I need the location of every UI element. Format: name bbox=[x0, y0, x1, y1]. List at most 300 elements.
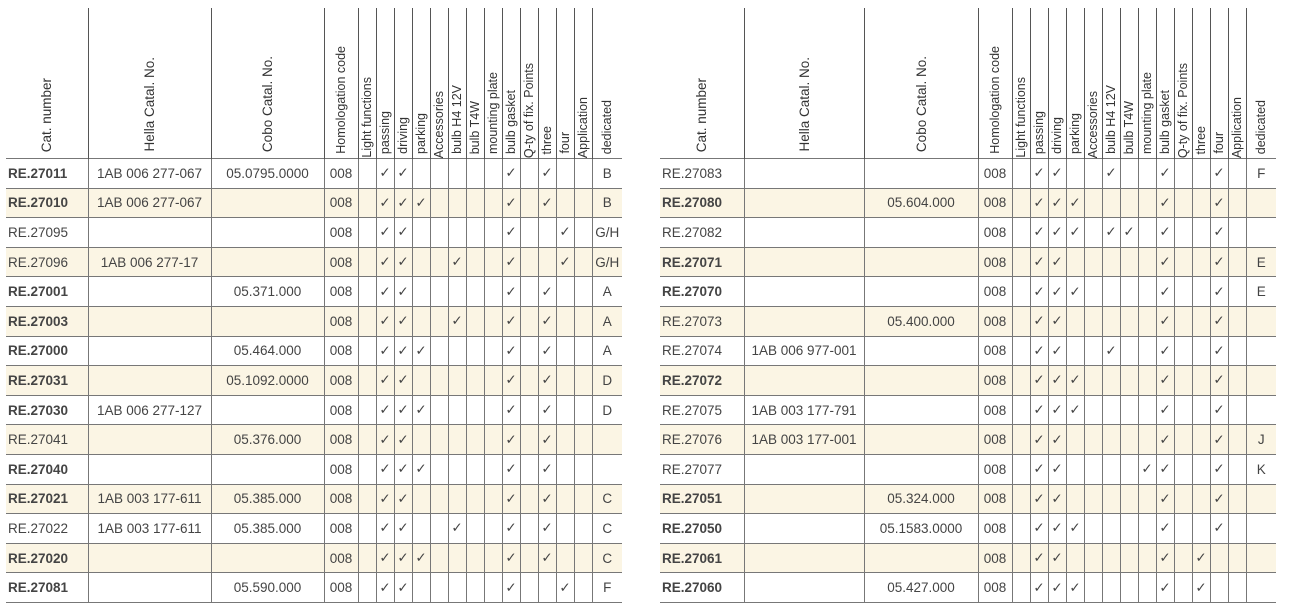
check-mark-icon: ✓ bbox=[1159, 461, 1171, 478]
check-mark-icon: ✓ bbox=[541, 342, 553, 359]
light-functions-cell bbox=[1012, 277, 1030, 307]
cobo-cell: 05.590.000 bbox=[211, 573, 324, 603]
check-mark-icon: ✓ bbox=[1033, 283, 1045, 300]
bulb-h4-check bbox=[1102, 514, 1120, 544]
parking-check bbox=[412, 395, 430, 425]
bulb-h4-check bbox=[1102, 366, 1120, 396]
bulb-t4w-check bbox=[1120, 336, 1138, 366]
cat-number-cell: RE.27040 bbox=[6, 454, 88, 484]
check-mark-icon: ✓ bbox=[1033, 579, 1045, 596]
check-mark-icon: ✓ bbox=[1033, 224, 1045, 241]
application-cell bbox=[574, 484, 592, 514]
col-header-driving: driving bbox=[394, 8, 412, 159]
passing-check bbox=[1030, 454, 1048, 484]
check-mark-icon: ✓ bbox=[397, 254, 409, 271]
check-mark-icon: ✓ bbox=[1213, 342, 1225, 359]
table-row bbox=[6, 306, 622, 336]
light-functions-cell bbox=[1012, 395, 1030, 425]
light-functions-cell bbox=[358, 247, 376, 277]
cat-number-cell: RE.27083 bbox=[660, 159, 744, 189]
hella-cell bbox=[744, 573, 864, 603]
passing-check bbox=[376, 277, 394, 307]
col-header-three: three bbox=[1192, 8, 1210, 159]
check-mark-icon: ✓ bbox=[541, 431, 553, 448]
check-mark-icon: ✓ bbox=[451, 254, 463, 271]
parking-check bbox=[412, 543, 430, 573]
driving-check bbox=[1048, 277, 1066, 307]
cat-number-cell: RE.27081 bbox=[6, 573, 88, 603]
application-cell bbox=[1228, 514, 1246, 544]
cat-number-cell: RE.27022 bbox=[6, 514, 88, 544]
mounting-plate-check bbox=[484, 366, 502, 396]
cat-number-cell: RE.27000 bbox=[6, 336, 88, 366]
table-row bbox=[6, 188, 622, 218]
qty-fix-points-cell bbox=[1174, 366, 1192, 396]
homologation-cell: 008 bbox=[324, 514, 358, 544]
three-check bbox=[1192, 277, 1210, 307]
three-check bbox=[538, 514, 556, 544]
application-cell bbox=[1228, 484, 1246, 514]
bulb-gasket-check bbox=[1156, 159, 1174, 189]
bulb-h4-check bbox=[1102, 425, 1120, 455]
dedicated-cell: J bbox=[1246, 425, 1276, 455]
qty-fix-points-cell bbox=[520, 395, 538, 425]
check-mark-icon: ✓ bbox=[397, 520, 409, 537]
cobo-cell bbox=[864, 277, 978, 307]
light-functions-cell bbox=[358, 306, 376, 336]
check-mark-icon: ✓ bbox=[1213, 431, 1225, 448]
check-mark-icon: ✓ bbox=[1051, 461, 1063, 478]
bulb-t4w-check bbox=[466, 306, 484, 336]
light-functions-cell bbox=[358, 454, 376, 484]
parking-check bbox=[1066, 454, 1084, 484]
mounting-plate-check bbox=[484, 277, 502, 307]
accessories-cell bbox=[1084, 188, 1102, 218]
bulb-h4-check bbox=[1102, 454, 1120, 484]
check-mark-icon: ✓ bbox=[541, 313, 553, 330]
accessories-cell bbox=[1084, 306, 1102, 336]
cat-number-cell: RE.27075 bbox=[660, 395, 744, 425]
parking-check bbox=[1066, 336, 1084, 366]
driving-check bbox=[1048, 247, 1066, 277]
hella-cell bbox=[88, 425, 211, 455]
col-header-cobo: Cobo Catal. No. bbox=[211, 8, 324, 159]
bulb-h4-check bbox=[1102, 247, 1120, 277]
dedicated-cell bbox=[1246, 188, 1276, 218]
cat-number-cell: RE.27003 bbox=[6, 306, 88, 336]
accessories-cell bbox=[1084, 366, 1102, 396]
bulb-h4-check bbox=[1102, 395, 1120, 425]
check-mark-icon: ✓ bbox=[505, 490, 517, 507]
check-mark-icon: ✓ bbox=[397, 194, 409, 211]
qty-fix-points-cell bbox=[1174, 573, 1192, 603]
light-functions-cell bbox=[1012, 425, 1030, 455]
passing-check bbox=[1030, 247, 1048, 277]
hella-cell bbox=[88, 277, 211, 307]
accessories-cell bbox=[430, 366, 448, 396]
accessories-cell bbox=[430, 218, 448, 248]
bulb-h4-check bbox=[448, 514, 466, 544]
four-check bbox=[1210, 188, 1228, 218]
check-mark-icon: ✓ bbox=[1159, 490, 1171, 507]
four-check bbox=[556, 218, 574, 248]
check-mark-icon: ✓ bbox=[379, 224, 391, 241]
driving-check bbox=[1048, 336, 1066, 366]
hella-cell bbox=[744, 159, 864, 189]
cat-number-cell: RE.27070 bbox=[660, 277, 744, 307]
check-mark-icon: ✓ bbox=[505, 461, 517, 478]
bulb-gasket-check bbox=[1156, 306, 1174, 336]
check-mark-icon: ✓ bbox=[379, 490, 391, 507]
accessories-cell bbox=[430, 336, 448, 366]
check-mark-icon: ✓ bbox=[505, 372, 517, 389]
bulb-h4-check bbox=[448, 454, 466, 484]
bulb-gasket-check bbox=[1156, 543, 1174, 573]
check-mark-icon: ✓ bbox=[1159, 313, 1171, 330]
bulb-h4-check bbox=[448, 395, 466, 425]
mounting-plate-check bbox=[484, 188, 502, 218]
check-mark-icon: ✓ bbox=[1033, 372, 1045, 389]
catalog-table-right bbox=[660, 8, 1276, 603]
bulb-t4w-check bbox=[466, 218, 484, 248]
mounting-plate-check bbox=[1138, 218, 1156, 248]
bulb-h4-check bbox=[448, 247, 466, 277]
check-mark-icon: ✓ bbox=[1033, 165, 1045, 182]
header-row bbox=[660, 8, 1276, 159]
application-cell bbox=[574, 573, 592, 603]
passing-check bbox=[1030, 514, 1048, 544]
check-mark-icon: ✓ bbox=[1069, 283, 1081, 300]
mounting-plate-check bbox=[484, 573, 502, 603]
four-check bbox=[556, 277, 574, 307]
check-mark-icon: ✓ bbox=[1033, 194, 1045, 211]
table-row bbox=[660, 277, 1276, 307]
hella-cell bbox=[88, 218, 211, 248]
application-cell bbox=[574, 159, 592, 189]
table-row bbox=[660, 247, 1276, 277]
cat-number-cell: RE.27020 bbox=[6, 543, 88, 573]
driving-check bbox=[394, 159, 412, 189]
dedicated-cell bbox=[1246, 543, 1276, 573]
check-mark-icon: ✓ bbox=[1033, 550, 1045, 567]
driving-check bbox=[394, 543, 412, 573]
hella-cell bbox=[88, 543, 211, 573]
header-row bbox=[6, 8, 622, 159]
check-mark-icon: ✓ bbox=[559, 224, 571, 241]
bulb-t4w-check bbox=[1120, 425, 1138, 455]
check-mark-icon: ✓ bbox=[1159, 283, 1171, 300]
homologation-cell: 008 bbox=[324, 454, 358, 484]
passing-check bbox=[376, 336, 394, 366]
hella-cell bbox=[88, 306, 211, 336]
driving-check bbox=[394, 484, 412, 514]
parking-check bbox=[412, 159, 430, 189]
application-cell bbox=[574, 247, 592, 277]
homologation-cell: 008 bbox=[324, 573, 358, 603]
cat-number-cell: RE.27095 bbox=[6, 218, 88, 248]
bulb-gasket-check bbox=[502, 366, 520, 396]
table-row bbox=[6, 159, 622, 189]
bulb-h4-check bbox=[448, 218, 466, 248]
homologation-cell: 008 bbox=[978, 543, 1012, 573]
check-mark-icon: ✓ bbox=[1159, 342, 1171, 359]
light-functions-cell bbox=[1012, 366, 1030, 396]
application-cell bbox=[574, 218, 592, 248]
check-mark-icon: ✓ bbox=[415, 402, 427, 419]
col-header-bulb-h4: bulb H4 12V bbox=[448, 8, 466, 159]
cobo-cell bbox=[211, 543, 324, 573]
mounting-plate-check bbox=[484, 543, 502, 573]
bulb-h4-check bbox=[1102, 573, 1120, 603]
cobo-cell bbox=[211, 247, 324, 277]
check-mark-icon: ✓ bbox=[1069, 402, 1081, 419]
check-mark-icon: ✓ bbox=[415, 550, 427, 567]
check-mark-icon: ✓ bbox=[1213, 254, 1225, 271]
three-check bbox=[538, 543, 556, 573]
bulb-h4-check bbox=[1102, 218, 1120, 248]
check-mark-icon: ✓ bbox=[541, 490, 553, 507]
passing-check bbox=[1030, 573, 1048, 603]
check-mark-icon: ✓ bbox=[379, 550, 391, 567]
bulb-gasket-check bbox=[1156, 336, 1174, 366]
accessories-cell bbox=[1084, 543, 1102, 573]
bulb-t4w-check bbox=[466, 159, 484, 189]
table-row bbox=[6, 218, 622, 248]
qty-fix-points-cell bbox=[520, 573, 538, 603]
mounting-plate-check bbox=[1138, 454, 1156, 484]
application-cell bbox=[574, 454, 592, 484]
table-row bbox=[6, 454, 622, 484]
three-check bbox=[1192, 484, 1210, 514]
three-check bbox=[538, 247, 556, 277]
bulb-t4w-check bbox=[466, 277, 484, 307]
three-check bbox=[1192, 425, 1210, 455]
cobo-cell: 05.427.000 bbox=[864, 573, 978, 603]
qty-fix-points-cell bbox=[1174, 277, 1192, 307]
four-check bbox=[556, 247, 574, 277]
passing-check bbox=[1030, 395, 1048, 425]
parking-check bbox=[1066, 514, 1084, 544]
driving-check bbox=[1048, 514, 1066, 544]
light-functions-cell bbox=[358, 543, 376, 573]
cobo-cell bbox=[211, 218, 324, 248]
col-header-three: three bbox=[538, 8, 556, 159]
check-mark-icon: ✓ bbox=[1051, 372, 1063, 389]
application-cell bbox=[574, 336, 592, 366]
check-mark-icon: ✓ bbox=[1051, 342, 1063, 359]
check-mark-icon: ✓ bbox=[1213, 224, 1225, 241]
check-mark-icon: ✓ bbox=[397, 342, 409, 359]
three-check bbox=[1192, 543, 1210, 573]
hella-cell bbox=[88, 366, 211, 396]
cat-number-cell: RE.27041 bbox=[6, 425, 88, 455]
light-functions-cell bbox=[358, 188, 376, 218]
three-check bbox=[1192, 336, 1210, 366]
light-functions-cell bbox=[1012, 218, 1030, 248]
check-mark-icon: ✓ bbox=[1159, 550, 1171, 567]
check-mark-icon: ✓ bbox=[379, 283, 391, 300]
qty-fix-points-cell bbox=[1174, 247, 1192, 277]
three-check bbox=[1192, 573, 1210, 603]
homologation-cell: 008 bbox=[978, 366, 1012, 396]
check-mark-icon: ✓ bbox=[379, 431, 391, 448]
bulb-h4-check bbox=[448, 573, 466, 603]
bulb-h4-check bbox=[1102, 159, 1120, 189]
qty-fix-points-cell bbox=[1174, 159, 1192, 189]
check-mark-icon: ✓ bbox=[379, 254, 391, 271]
application-cell bbox=[1228, 218, 1246, 248]
three-check bbox=[1192, 247, 1210, 277]
passing-check bbox=[1030, 425, 1048, 455]
col-header-dedicated: dedicated bbox=[1246, 8, 1276, 159]
cat-number-cell: RE.27073 bbox=[660, 306, 744, 336]
bulb-gasket-check bbox=[502, 336, 520, 366]
parking-check bbox=[412, 247, 430, 277]
homologation-cell: 008 bbox=[324, 277, 358, 307]
col-header-four: four bbox=[1210, 8, 1228, 159]
col-header-homologation: Homologation code bbox=[324, 8, 358, 159]
driving-check bbox=[394, 573, 412, 603]
accessories-cell bbox=[1084, 425, 1102, 455]
application-cell bbox=[574, 543, 592, 573]
driving-check bbox=[1048, 306, 1066, 336]
three-check bbox=[538, 218, 556, 248]
hella-cell: 1AB 006 977-001 bbox=[744, 336, 864, 366]
bulb-t4w-check bbox=[466, 366, 484, 396]
bulb-gasket-check bbox=[502, 306, 520, 336]
homologation-cell: 008 bbox=[978, 159, 1012, 189]
homologation-cell: 008 bbox=[324, 395, 358, 425]
col-header-mounting-plate: mounting plate bbox=[1138, 8, 1156, 159]
bulb-gasket-check bbox=[1156, 395, 1174, 425]
table-row bbox=[6, 277, 622, 307]
bulb-h4-check bbox=[1102, 484, 1120, 514]
mounting-plate-check bbox=[484, 218, 502, 248]
check-mark-icon: ✓ bbox=[451, 313, 463, 330]
light-functions-cell bbox=[358, 573, 376, 603]
dedicated-cell bbox=[1246, 395, 1276, 425]
hella-cell: 1AB 003 177-611 bbox=[88, 484, 211, 514]
mounting-plate-check bbox=[1138, 425, 1156, 455]
col-header-dedicated: dedicated bbox=[592, 8, 622, 159]
homologation-cell: 008 bbox=[978, 514, 1012, 544]
bulb-t4w-check bbox=[1120, 454, 1138, 484]
cobo-cell bbox=[864, 425, 978, 455]
col-header-bulb-t4w: bulb T4W bbox=[466, 8, 484, 159]
qty-fix-points-cell bbox=[1174, 543, 1192, 573]
three-check bbox=[538, 395, 556, 425]
cobo-cell bbox=[211, 306, 324, 336]
qty-fix-points-cell bbox=[520, 188, 538, 218]
parking-check bbox=[412, 573, 430, 603]
check-mark-icon: ✓ bbox=[397, 490, 409, 507]
hella-cell bbox=[744, 277, 864, 307]
cat-number-cell: RE.27096 bbox=[6, 247, 88, 277]
cat-number-cell: RE.27061 bbox=[660, 543, 744, 573]
cobo-cell: 05.1092.0000 bbox=[211, 366, 324, 396]
driving-check bbox=[394, 425, 412, 455]
bulb-t4w-check bbox=[1120, 159, 1138, 189]
mounting-plate-check bbox=[484, 306, 502, 336]
bulb-t4w-check bbox=[1120, 188, 1138, 218]
hella-cell: 1AB 006 277-127 bbox=[88, 395, 211, 425]
bulb-gasket-check bbox=[502, 277, 520, 307]
homologation-cell: 008 bbox=[324, 425, 358, 455]
table-row bbox=[660, 454, 1276, 484]
check-mark-icon: ✓ bbox=[1159, 165, 1171, 182]
bulb-gasket-check bbox=[1156, 247, 1174, 277]
driving-check bbox=[394, 336, 412, 366]
accessories-cell bbox=[430, 543, 448, 573]
check-mark-icon: ✓ bbox=[379, 461, 391, 478]
application-cell bbox=[1228, 543, 1246, 573]
check-mark-icon: ✓ bbox=[505, 342, 517, 359]
bulb-gasket-check bbox=[1156, 573, 1174, 603]
driving-check bbox=[394, 366, 412, 396]
check-mark-icon: ✓ bbox=[1213, 313, 1225, 330]
four-check bbox=[1210, 425, 1228, 455]
table-row bbox=[660, 336, 1276, 366]
homologation-cell: 008 bbox=[978, 247, 1012, 277]
dedicated-cell: C bbox=[592, 514, 622, 544]
light-functions-cell bbox=[358, 159, 376, 189]
parking-check bbox=[412, 277, 430, 307]
dedicated-cell: A bbox=[592, 336, 622, 366]
parking-check bbox=[1066, 484, 1084, 514]
light-functions-cell bbox=[1012, 573, 1030, 603]
four-check bbox=[1210, 159, 1228, 189]
cobo-cell: 05.371.000 bbox=[211, 277, 324, 307]
dedicated-cell: C bbox=[592, 543, 622, 573]
application-cell bbox=[1228, 366, 1246, 396]
driving-check bbox=[394, 306, 412, 336]
accessories-cell bbox=[430, 306, 448, 336]
four-check bbox=[1210, 543, 1228, 573]
bulb-h4-check bbox=[1102, 543, 1120, 573]
mounting-plate-check bbox=[1138, 484, 1156, 514]
dedicated-cell: E bbox=[1246, 247, 1276, 277]
col-header-cat-number: Cat. number bbox=[694, 77, 710, 152]
four-check bbox=[556, 366, 574, 396]
hella-cell bbox=[744, 188, 864, 218]
check-mark-icon: ✓ bbox=[559, 254, 571, 271]
dedicated-cell bbox=[1246, 306, 1276, 336]
col-header-qty-fix-points: Q-ty of fix. Points bbox=[520, 8, 538, 159]
check-mark-icon: ✓ bbox=[397, 550, 409, 567]
passing-check bbox=[376, 514, 394, 544]
accessories-cell bbox=[430, 573, 448, 603]
check-mark-icon: ✓ bbox=[1051, 579, 1063, 596]
homologation-cell: 008 bbox=[324, 218, 358, 248]
cobo-cell: 05.385.000 bbox=[211, 514, 324, 544]
hella-cell: 1AB 003 177-001 bbox=[744, 425, 864, 455]
bulb-t4w-check bbox=[466, 454, 484, 484]
col-header-four: four bbox=[556, 8, 574, 159]
mounting-plate-check bbox=[1138, 514, 1156, 544]
dedicated-cell bbox=[1246, 514, 1276, 544]
mounting-plate-check bbox=[484, 336, 502, 366]
qty-fix-points-cell bbox=[520, 366, 538, 396]
homologation-cell: 008 bbox=[324, 366, 358, 396]
application-cell bbox=[1228, 306, 1246, 336]
check-mark-icon: ✓ bbox=[1033, 520, 1045, 537]
check-mark-icon: ✓ bbox=[1069, 520, 1081, 537]
table-body-left bbox=[6, 159, 622, 603]
light-functions-cell bbox=[1012, 336, 1030, 366]
hella-cell bbox=[744, 543, 864, 573]
bulb-gasket-check bbox=[1156, 484, 1174, 514]
accessories-cell bbox=[1084, 573, 1102, 603]
